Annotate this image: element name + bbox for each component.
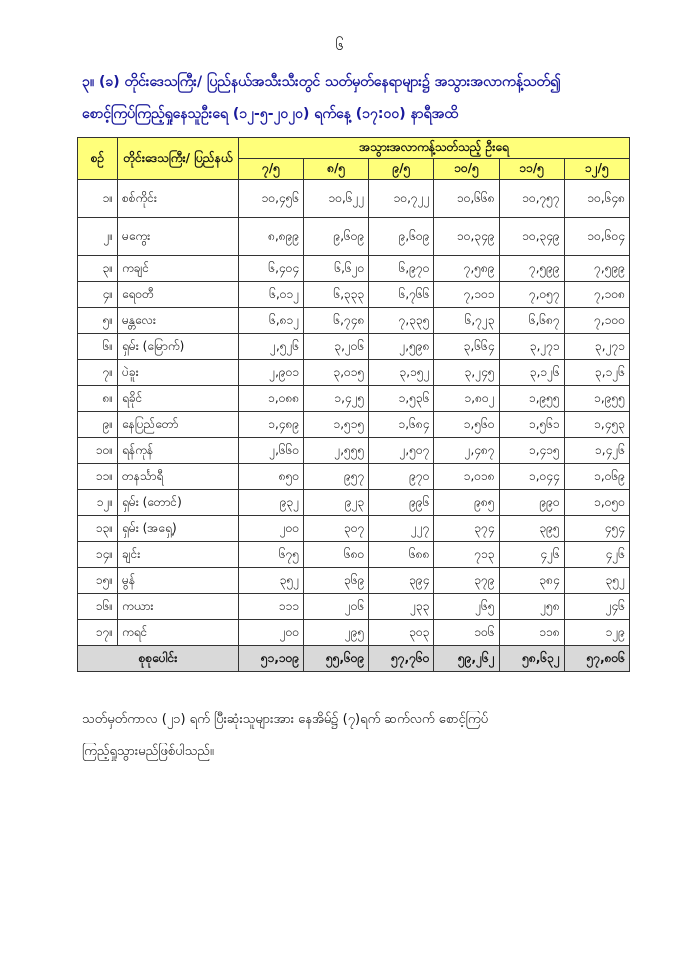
value-cell: ၁၀၆ [434, 620, 499, 646]
value-cell: ၁၂၉ [564, 620, 629, 646]
region-name: ကရင် [118, 620, 239, 646]
table-row [78, 620, 630, 646]
row-number: ၁။ [78, 180, 118, 218]
value-cell: ၆,၆၈၇ [499, 308, 564, 334]
table-row [78, 180, 630, 218]
value-cell: ၉၅၇ [304, 464, 369, 490]
value-cell: ၃,၂၇၁ [499, 334, 564, 360]
value-cell: ၁,၅၁၅ [304, 412, 369, 438]
region-name: နေပြည်တော် [118, 412, 239, 438]
header-date: ၉/၅ [369, 159, 434, 180]
row-number: ၁၀။ [78, 438, 118, 464]
value-cell: ၃,၁၂၆ [564, 360, 629, 386]
page-number: ၆ [335, 36, 344, 54]
header-date: ၁၁/၅ [499, 159, 564, 180]
table-row [78, 464, 630, 490]
footnote-line-1: သတ်မှတ်ကာလ (၂၁) ရက် ပြီးဆုံးသူများအား နေအိမ်၌ (၇)ရက် ဆက်လက် စောင့်ကြပ် [82, 712, 489, 727]
value-cell: ၁၀,၆၂၂ [304, 180, 369, 218]
row-number: ၁၁။ [78, 464, 118, 490]
value-cell: ၁,၄၂၅ [304, 386, 369, 412]
value-cell: ၆,၈၁၂ [239, 308, 304, 334]
value-cell: ၁,၉၅၅ [564, 386, 629, 412]
value-cell: ၁၁၈ [499, 620, 564, 646]
value-cell: ၁,၅၃၆ [369, 386, 434, 412]
header-date: ၇/၅ [239, 159, 304, 180]
value-cell: ၁၀,၆၀၄ [564, 218, 629, 256]
value-cell: ၁,၀၁၈ [434, 464, 499, 490]
value-cell: ၂၀၀ [239, 620, 304, 646]
value-cell: ၁၀,၃၄၉ [434, 218, 499, 256]
value-cell: ၂၃၃ [369, 594, 434, 620]
value-cell: ၉,၆၀၉ [304, 218, 369, 256]
region-name: ပဲခူး [118, 360, 239, 386]
value-cell: ၂,၅၅၅ [304, 438, 369, 464]
value-cell: ၉၈၅ [434, 490, 499, 516]
value-cell: ၃,၂၀၆ [304, 334, 369, 360]
header-region: တိုင်းဒေသကြီး/ ပြည်နယ် [118, 138, 239, 180]
table-row [78, 218, 630, 256]
row-number: ၉။ [78, 412, 118, 438]
value-cell: ၆,၄၀၄ [239, 256, 304, 282]
region-name: ရန်ကုန် [118, 438, 239, 464]
value-cell: ၁,၆၈၄ [369, 412, 434, 438]
table-row [78, 438, 630, 464]
value-cell: ၂,၄၈၇ [434, 438, 499, 464]
value-cell: ၁၀,၃၄၉ [499, 218, 564, 256]
value-cell: ၂,၅၉၈ [369, 334, 434, 360]
value-cell: ၃,၂၇၁ [564, 334, 629, 360]
value-cell: ၃၀၇ [304, 516, 369, 542]
value-cell: ၂၄၆ [564, 594, 629, 620]
value-cell: ၆,၆၂၀ [304, 256, 369, 282]
heading-line-1: ၃။ (ခ) တိုင်းဒေသကြီး/ ပြည်နယ်အသီးသီးတွင် သတ်မှတ်နေရာများ၌ အသွားအလာကန့်သတ်၍ [82, 74, 561, 90]
table-row [78, 360, 630, 386]
region-name: ကယား [118, 594, 239, 620]
value-cell: ၃,၀၁၅ [304, 360, 369, 386]
value-cell: ၃၇၄ [434, 516, 499, 542]
value-cell: ၃၅၂ [564, 568, 629, 594]
row-number: ၁၂။ [78, 490, 118, 516]
row-number: ၈။ [78, 386, 118, 412]
region-name: တနင်္သာရီ [118, 464, 239, 490]
value-cell: ၃,၁၂၆ [499, 360, 564, 386]
value-cell: ၉၇၀ [369, 464, 434, 490]
value-cell: ၄၂၆ [499, 542, 564, 568]
row-number: ၁၄။ [78, 542, 118, 568]
region-name: ရှမ်း (တောင်) [118, 490, 239, 516]
value-cell: ၉,၆၀၉ [369, 218, 434, 256]
value-cell: ၁,၄၁၅ [499, 438, 564, 464]
value-cell: ၁,၉၅၅ [499, 386, 564, 412]
value-cell: ၁၀,၇၂၂ [369, 180, 434, 218]
value-cell: ၇၁၃ [434, 542, 499, 568]
value-cell: ၁၀,၄၅၆ [239, 180, 304, 218]
table-row [78, 256, 630, 282]
total-label: စုစုပေါင်း [78, 646, 239, 672]
value-cell: ၇,၃၃၅ [369, 308, 434, 334]
table-row [78, 490, 630, 516]
region-name: ချင်း [118, 542, 239, 568]
value-cell: ၇,၁၀၀ [564, 308, 629, 334]
value-cell: ၁,၄၂၆ [564, 438, 629, 464]
value-cell: ၉၂၃ [304, 490, 369, 516]
value-cell: ၁,၅၆၁ [499, 412, 564, 438]
value-cell: ၁,၀၄၄ [499, 464, 564, 490]
region-name: စစ်ကိုင်း [118, 180, 239, 218]
region-name: ရှမ်း (မြောက်) [118, 334, 239, 360]
value-cell: ၆,၇၄၈ [304, 308, 369, 334]
row-number: ၁၃။ [78, 516, 118, 542]
value-cell: ၃၇၉ [434, 568, 499, 594]
value-cell: ၂,၆၆၀ [239, 438, 304, 464]
total-cell: ၅၅,၆၀၉ [304, 646, 369, 672]
value-cell: ၆,၃၃၃ [304, 282, 369, 308]
value-cell: ၇,၁၀၁ [434, 282, 499, 308]
value-cell: ၃၆၉ [304, 568, 369, 594]
value-cell: ၃၉၄ [369, 568, 434, 594]
value-cell: ၆,၇၆၆ [369, 282, 434, 308]
header-group: အသွားအလာကန့်သတ်သည့် ဦးရေ [239, 138, 630, 159]
value-cell: ၆,၀၁၂ [239, 282, 304, 308]
row-number: ၁၆။ [78, 594, 118, 620]
value-cell: ၄၅၄ [564, 516, 629, 542]
row-number: ၂။ [78, 218, 118, 256]
value-cell: ၉၃၂ [239, 490, 304, 516]
value-cell: ၁,၄၈၉ [239, 412, 304, 438]
total-cell: ၅၈,၆၃၂ [499, 646, 564, 672]
value-cell: ၂၉၅ [304, 620, 369, 646]
value-cell: ၆၈၈ [369, 542, 434, 568]
value-cell: ၁,၀၆၉ [564, 464, 629, 490]
value-cell: ၉၉၆ [369, 490, 434, 516]
header-date: ၁၀/၅ [434, 159, 499, 180]
value-cell: ၇,၁၀၈ [564, 282, 629, 308]
value-cell: ၂၂၇ [369, 516, 434, 542]
value-cell: ၂၀၆ [304, 594, 369, 620]
value-cell: ၃၅၂ [239, 568, 304, 594]
value-cell: ၂,၉၀၁ [239, 360, 304, 386]
row-number: ၁၇။ [78, 620, 118, 646]
value-cell: ၃,၁၅၂ [369, 360, 434, 386]
table-row [78, 386, 630, 412]
value-cell: ၂၆၅ [434, 594, 499, 620]
region-name: ရှမ်း (အရှေ့) [118, 516, 239, 542]
value-cell: ၄၂၆ [564, 542, 629, 568]
value-cell: ၃,၂၄၅ [434, 360, 499, 386]
row-number: ၄။ [78, 282, 118, 308]
region-name: မွန် [118, 568, 239, 594]
value-cell: ၆,၇၂၃ [434, 308, 499, 334]
value-cell: ၁,၀၈၈ [239, 386, 304, 412]
value-cell: ၃,၆၆၄ [434, 334, 499, 360]
row-number: ၃။ [78, 256, 118, 282]
value-cell: ၇,၅၉၉ [564, 256, 629, 282]
value-cell: ၁,၄၅၃ [564, 412, 629, 438]
total-cell: ၅၉,၂၆၂ [434, 646, 499, 672]
row-number: ၇။ [78, 360, 118, 386]
row-number: ၅။ [78, 308, 118, 334]
region-name: ရခိုင် [118, 386, 239, 412]
table-row [78, 334, 630, 360]
quarantine-table [77, 137, 630, 672]
value-cell: ၇,၅၈၉ [434, 256, 499, 282]
header-date: ၈/၅ [304, 159, 369, 180]
table-row [78, 308, 630, 334]
heading-line-2: စောင့်ကြပ်ကြည့်ရှုနေသူဦးရေ (၁၂-၅-၂၀၂၀) ရက်နေ့ (၁၇:၀၀) နာရီအထိ [82, 106, 458, 122]
row-number: ၆။ [78, 334, 118, 360]
value-cell: ၁၀,၆၆၈ [434, 180, 499, 218]
table-row [78, 412, 630, 438]
value-cell: ၆၇၅ [239, 542, 304, 568]
table-row [78, 282, 630, 308]
table-row [78, 594, 630, 620]
header-sn: စဉ် [78, 138, 118, 180]
region-name: မန္တလေး [118, 308, 239, 334]
value-cell: ၁၁၁ [239, 594, 304, 620]
value-cell: ၇,၅၉၉ [499, 256, 564, 282]
value-cell: ၆,၉၇၀ [369, 256, 434, 282]
value-cell: ၃၀၃ [369, 620, 434, 646]
region-name: ရေ၀တီ [118, 282, 239, 308]
table-row [78, 568, 630, 594]
value-cell: ၁,၈၀၂ [434, 386, 499, 412]
value-cell: ၂,၅၂၆ [239, 334, 304, 360]
value-cell: ၁၀,၆၄၈ [564, 180, 629, 218]
value-cell: ၆၈၀ [304, 542, 369, 568]
value-cell: ၃၉၅ [499, 516, 564, 542]
value-cell: ၈၅၀ [239, 464, 304, 490]
region-name: မကွေး [118, 218, 239, 256]
total-cell: ၅၁,၁၀၉ [239, 646, 304, 672]
value-cell: ၉၉၀ [499, 490, 564, 516]
value-cell: ၃၈၄ [499, 568, 564, 594]
value-cell: ၁,၅၆၀ [434, 412, 499, 438]
value-cell: ၇,၀၅၇ [499, 282, 564, 308]
total-cell: ၅၇,၈၀၆ [564, 646, 629, 672]
value-cell: ၁၀,၇၅၇ [499, 180, 564, 218]
table-row [78, 542, 630, 568]
value-cell: ၁,၀၅၀ [564, 490, 629, 516]
header-date: ၁၂/၅ [564, 159, 629, 180]
region-name: ကချင် [118, 256, 239, 282]
value-cell: ၈,၈၉၉ [239, 218, 304, 256]
footnote-line-2: ကြည့်ရှုသွားမည်ဖြစ်ပါသည်။ [82, 744, 214, 759]
table-row [78, 516, 630, 542]
total-cell: ၅၇,၇၆၀ [369, 646, 434, 672]
value-cell: ၂၅၈ [499, 594, 564, 620]
value-cell: ၂၀၀ [239, 516, 304, 542]
value-cell: ၂,၅၀၇ [369, 438, 434, 464]
row-number: ၁၅။ [78, 568, 118, 594]
